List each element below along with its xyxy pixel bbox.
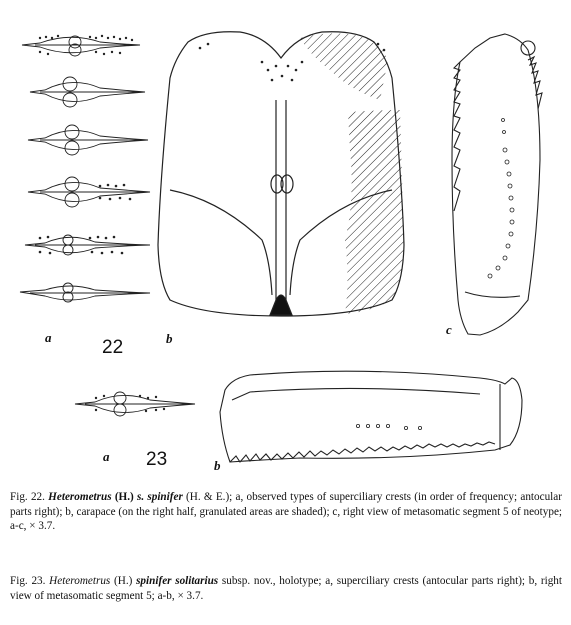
- figure-22-caption: [10, 490, 562, 534]
- metasomatic-segment-neotype: [452, 34, 542, 335]
- caption-species: s. spinifer: [137, 491, 183, 503]
- panel-label-22a: a: [45, 330, 52, 345]
- figure-number-22: 22: [102, 337, 124, 358]
- panel-label-23b: b: [214, 458, 221, 473]
- caption-subgenus: (H.): [114, 491, 134, 503]
- caption-subgenus: (H.): [114, 575, 133, 587]
- panel-label-22c: c: [446, 322, 452, 337]
- caption-species: spinifer solitarius: [136, 575, 219, 587]
- figure-23-caption: [10, 574, 562, 603]
- superciliary-crest-series: [20, 35, 150, 302]
- caption-prefix: Fig. 23.: [10, 575, 46, 587]
- figure-number-23: 23: [146, 449, 168, 470]
- panel-label-22b: b: [166, 331, 173, 346]
- caption-genus: Heterometrus: [48, 491, 112, 503]
- crest-drawing: [30, 77, 145, 107]
- caption-genus: Heterometrus: [49, 575, 111, 587]
- caption-text: subsp. nov., holotype; a, superciliary crests (antocular parts right); b, right view of metasomatic segment 5; a-b, × 3.7.: [10, 575, 563, 602]
- granule-rings: [356, 424, 421, 429]
- caption-text: (H. & E.); a, observed types of superciliary crests (in order of frequency; antocular parts right); b, carapace (on the right half, granulated areas are shaded); c, right view of metasomatic segment 5 of neotype; a-c, × 3.7.: [10, 491, 563, 533]
- panel-label-23a: a: [103, 449, 110, 464]
- crest-drawing: [25, 235, 150, 255]
- carapace-drawing: [158, 32, 404, 316]
- crest-drawing: [28, 177, 150, 207]
- metasomatic-segment-holotype: [220, 371, 522, 462]
- crest-drawing: [28, 125, 148, 155]
- granule-dots: [39, 35, 134, 255]
- superciliary-crest-holotype: [75, 392, 195, 416]
- caption-prefix: Fig. 22.: [10, 491, 45, 503]
- granule-rings: [488, 119, 514, 279]
- crest-drawing: [20, 283, 150, 302]
